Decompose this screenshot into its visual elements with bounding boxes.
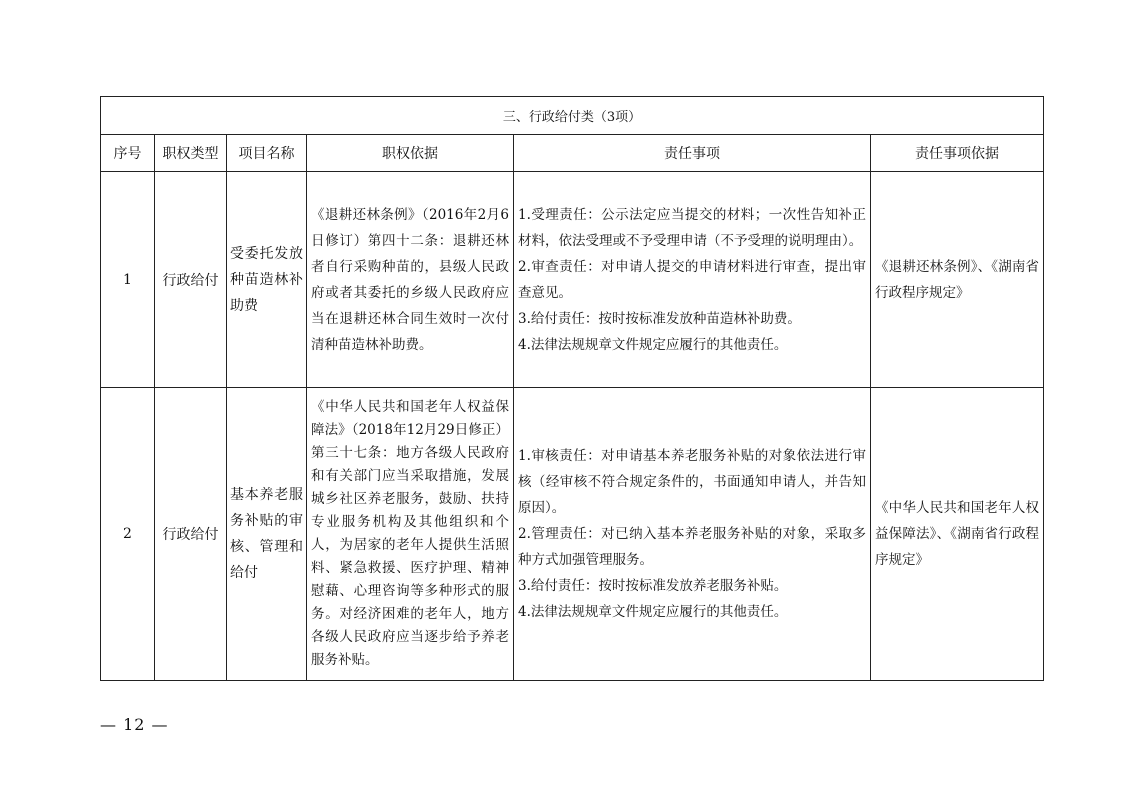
header-basis: 职权依据: [307, 135, 514, 172]
duty-item: 4.法律法规规章文件规定应履行的其他责任。: [518, 336, 788, 353]
row-seq: 1: [101, 172, 155, 388]
header-seq: 序号: [101, 135, 155, 172]
row-name: 受委托发放种苗造林补助费: [227, 172, 307, 388]
page-number: — 12 —: [100, 715, 169, 734]
row-type: 行政给付: [155, 388, 227, 681]
duty-item: 1.审核责任：对申请基本养老服务补贴的对象依法进行审核（经审核不符合规定条件的，书面通知申请人，并告知原因）。: [518, 448, 866, 516]
duty-item: 4.法律法规规章文件规定应履行的其他责任。: [518, 604, 788, 620]
table-row: [101, 172, 1044, 388]
section-title: 三、行政给付类（3项）: [101, 97, 1044, 135]
power-list-table: [100, 96, 1044, 681]
header-name: 项目名称: [227, 135, 307, 172]
duty-item: 2.管理责任：对已纳入基本养老服务补贴的对象，采取多种方式加强管理服务。: [518, 526, 866, 568]
section-title-row: [101, 97, 1044, 135]
row-seq: 2: [101, 388, 155, 681]
header-duty-basis: 责任事项依据: [871, 135, 1044, 172]
row-basis: 《中华人民共和国老年人权益保障法》（2018年12月29日修正）第三十七条：地方各级人民政府和有关部门应当采取措施，发展城乡社区养老服务，鼓励、扶持专业服务机构及其他组织和个人，为居家的老年人提供生活照料、紧急救援、医疗护理、精神慰藉、心理咨询等多种形式的服务。对经济困难的老年人，地方各级人民政府应当逐步给予养老服务补贴。: [307, 388, 514, 681]
duty-item: 2.审查责任：对申请人提交的申请材料进行审查，提出审查意见。: [518, 258, 866, 301]
duty-item: 3.给付责任：按时按标准发放种苗造林补助费。: [518, 310, 801, 327]
row-basis: 《退耕还林条例》（2016年2月6日修订）第四十二条：退耕还林者自行采购种苗的，县级人民政府或者其委托的乡级人民政府应当在退耕还林合同生效时一次付清种苗造林补助费。: [307, 172, 514, 388]
row-name: 基本养老服务补贴的审核、管理和给付: [227, 388, 307, 681]
header-duty: 责任事项: [514, 135, 871, 172]
row-duty-basis: 《退耕还林条例》、《湖南省行政程序规定》: [871, 172, 1044, 388]
header-row: [101, 135, 1044, 172]
header-type: 职权类型: [155, 135, 227, 172]
duty-item: 3.给付责任：按时按标准发放养老服务补贴。: [518, 578, 788, 594]
row-duties: [514, 172, 871, 388]
row-duty-basis: 《中华人民共和国老年人权益保障法》、《湖南省行政程序规定》: [871, 388, 1044, 681]
row-type: 行政给付: [155, 172, 227, 388]
table-row: [101, 388, 1044, 681]
row-duties: [514, 388, 871, 681]
duty-item: 1.受理责任：公示法定应当提交的材料；一次性告知补正材料，依法受理或不予受理申请（不予受理的说明理由）。: [518, 206, 866, 249]
